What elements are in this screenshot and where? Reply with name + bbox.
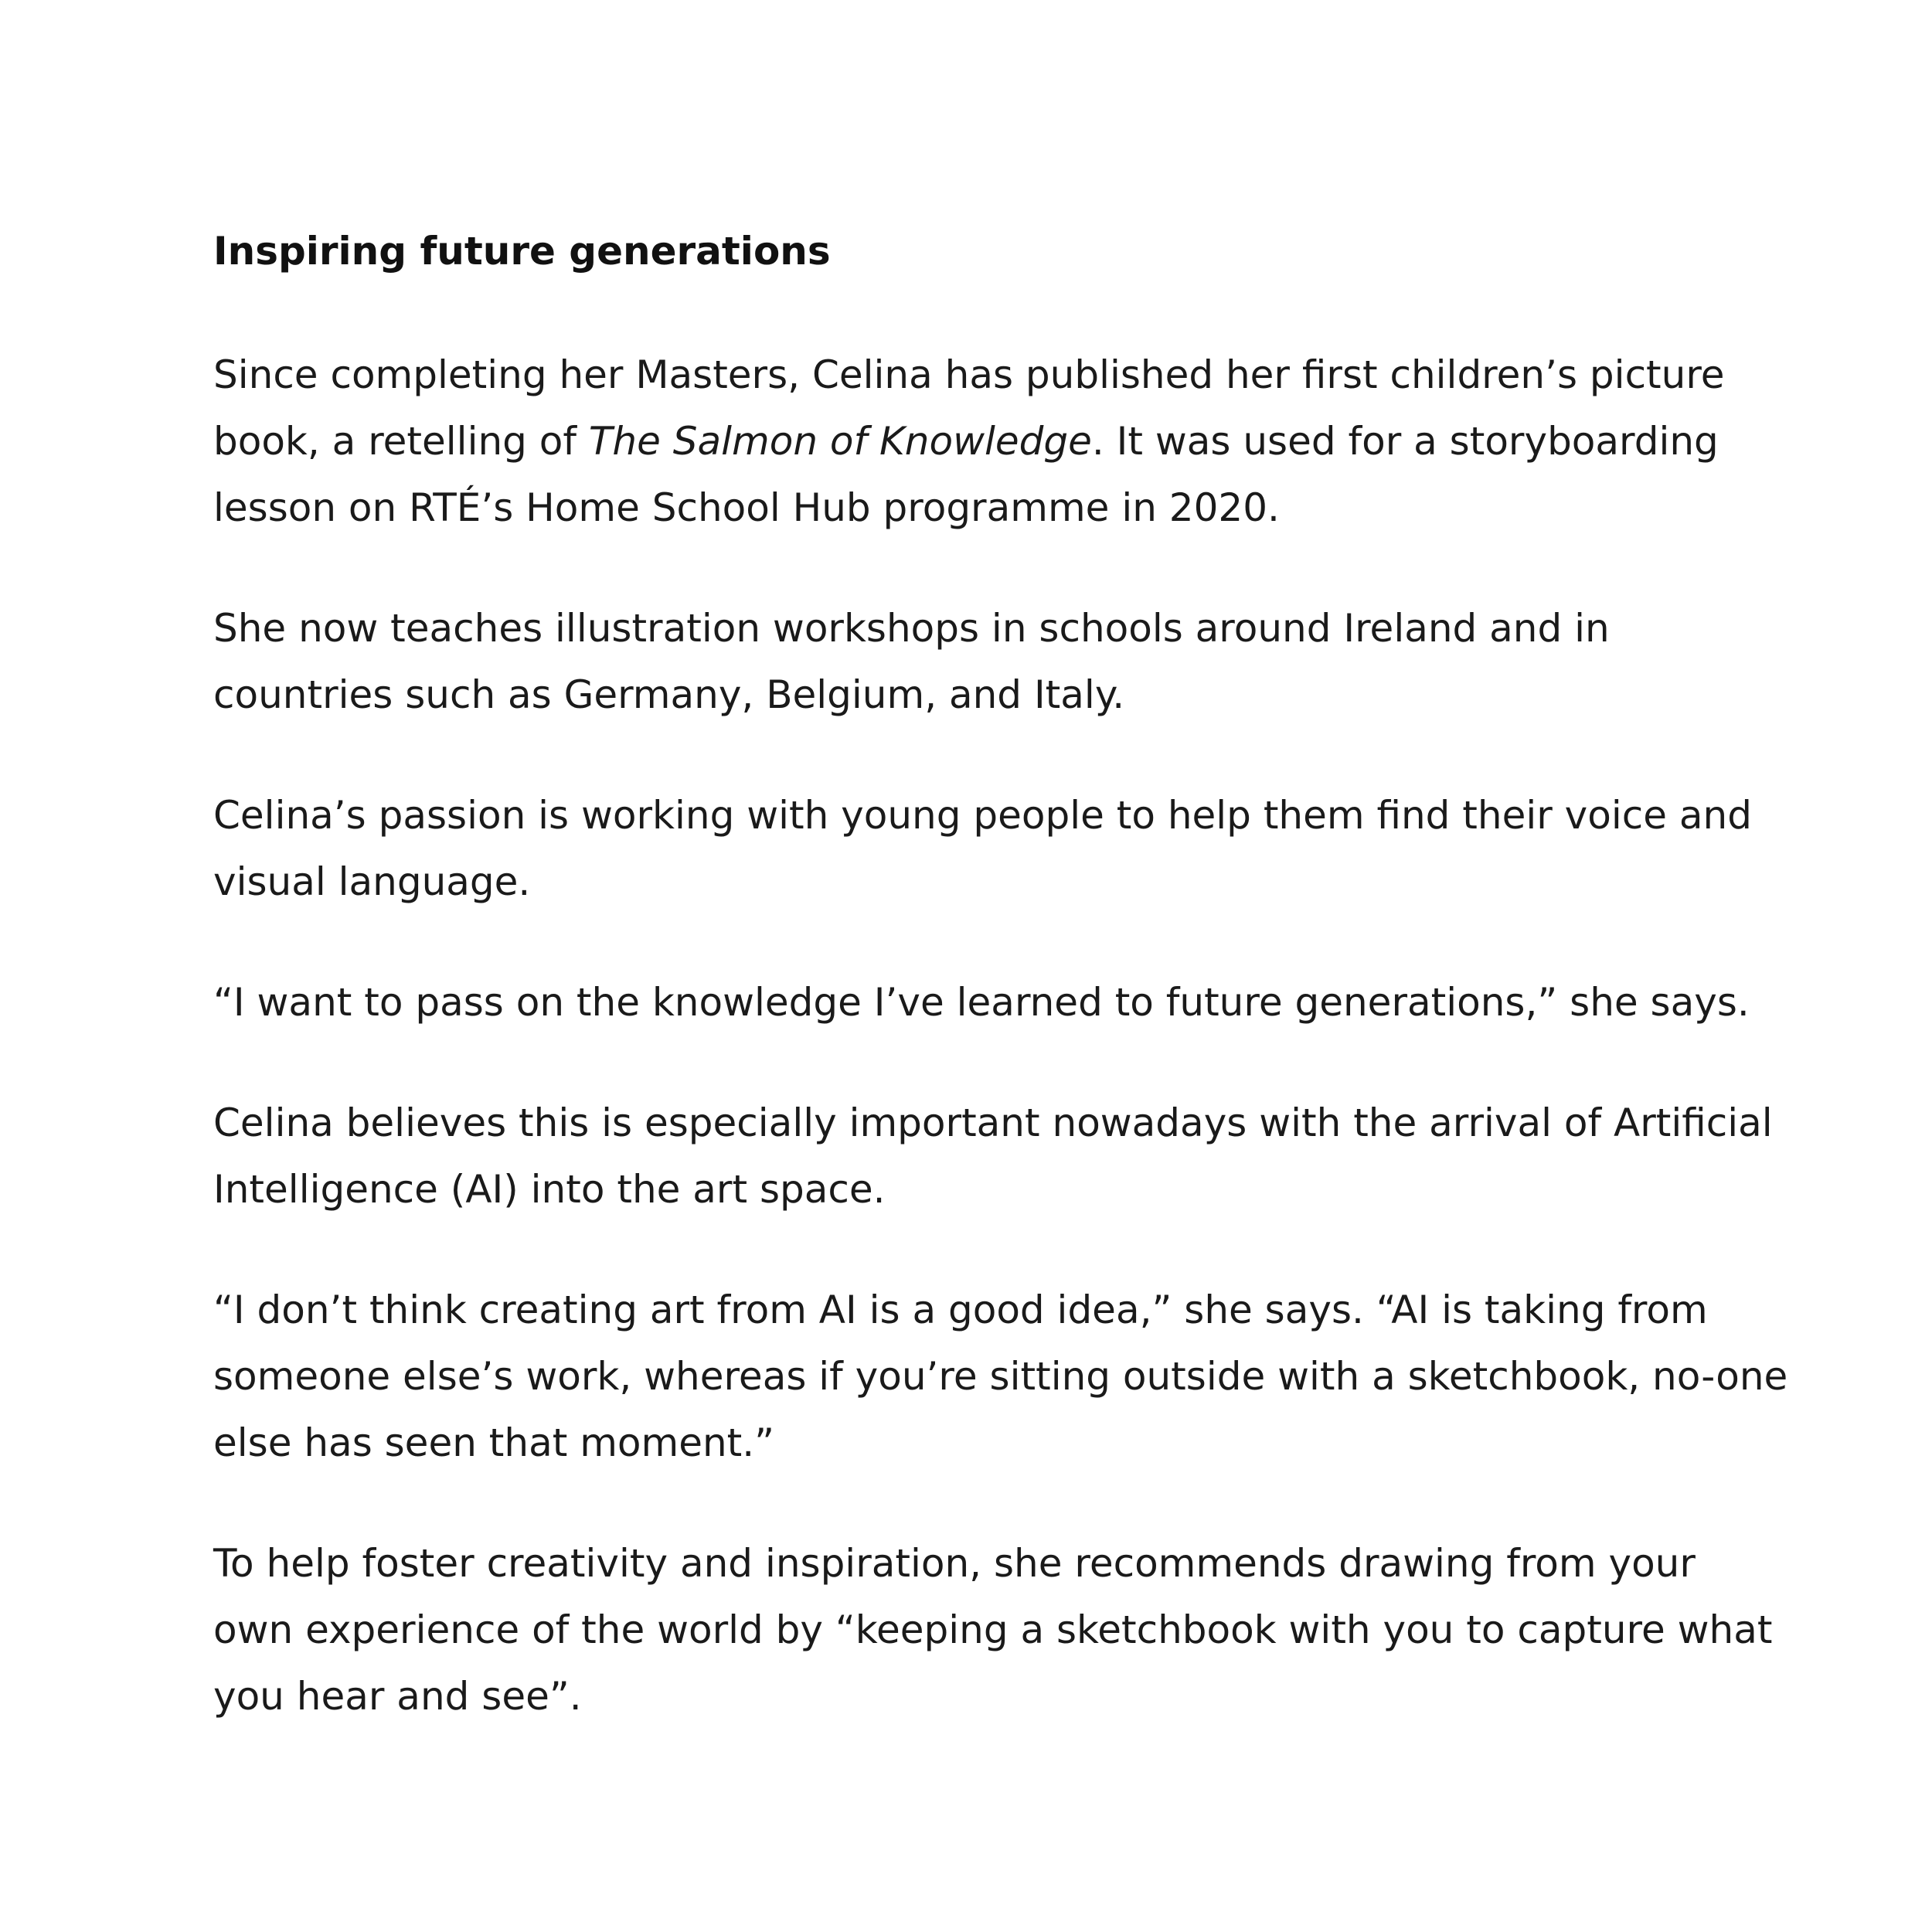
section-heading: Inspiring future generations: [213, 229, 831, 274]
paragraph-publication: [213, 342, 1759, 541]
paragraph-passion: [213, 782, 1759, 915]
paragraph-line: Intelligence (AI) into the art space.: [213, 1167, 886, 1212]
paragraph-creativity-tip: [213, 1530, 1773, 1730]
paragraph-line: Celina’s passion is working with young people to help them find their voice and: [213, 793, 1752, 838]
paragraph-line: else has seen that moment.”: [213, 1420, 775, 1465]
paragraph-line: She now teaches illustration workshops in schools around Ireland and in: [213, 606, 1610, 651]
paragraph-line: Since completing her Masters, Celina has published her first children’s picture: [213, 352, 1725, 397]
article-body: [213, 224, 1788, 1784]
paragraph-line: Celina believes this is especially important nowadays with the arrival of Artificial: [213, 1100, 1773, 1145]
paragraph-line: “I don’t think creating art from AI is a good idea,” she says. “AI is taking from: [213, 1287, 1708, 1332]
paragraph-line: own experience of the world by “keeping a sketchbook with you to capture what: [213, 1607, 1773, 1652]
paragraph-workshops: [213, 595, 1759, 728]
paragraph-line: [213, 408, 1759, 474]
paragraph-quote-ai: [213, 1277, 1788, 1476]
paragraph-line: To help foster creativity and inspiration, she recommends drawing from your: [213, 1541, 1696, 1586]
paragraph-quote-knowledge: [213, 969, 1759, 1036]
paragraph-line: “I want to pass on the knowledge I’ve learned to future generations,” she says.: [213, 980, 1750, 1025]
paragraph-line: someone else’s work, whereas if you’re sitting outside with a sketchbook, no-one: [213, 1354, 1788, 1399]
paragraph-line: visual language.: [213, 859, 531, 904]
line-text: . It was used for a storyboarding: [1091, 419, 1719, 464]
paragraph-line: lesson on RTÉ’s Home School Hub programme in 2020.: [213, 485, 1280, 530]
paragraph-line: countries such as Germany, Belgium, and Italy.: [213, 672, 1125, 717]
paragraph-ai-importance: [213, 1090, 1773, 1223]
book-title: The Salmon of Knowledge: [588, 419, 1092, 464]
line-text: book, a retelling of: [213, 419, 589, 464]
paragraph-line: you hear and see”.: [213, 1674, 582, 1719]
